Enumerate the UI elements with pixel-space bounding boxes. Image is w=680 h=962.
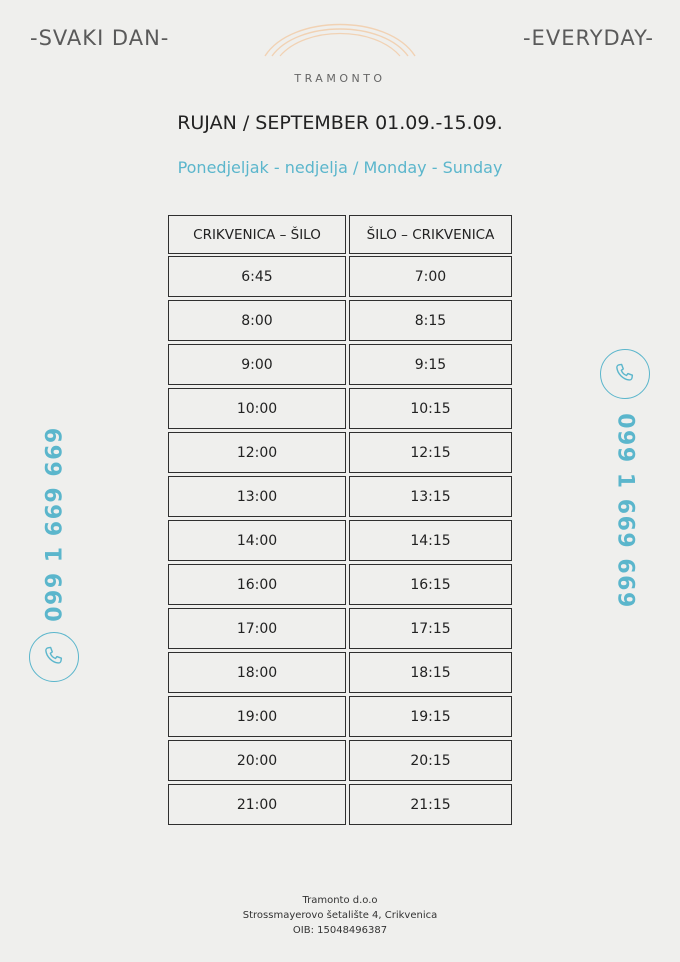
departure-crikvenica-cell: 19:00 bbox=[168, 696, 346, 737]
brand-name: TRAMONTO bbox=[294, 72, 386, 85]
departure-crikvenica-cell: 17:00 bbox=[168, 608, 346, 649]
footer-address: Strossmayerovo šetalište 4, Crikvenica bbox=[242, 910, 438, 921]
departure-silo-cell: 7:00 bbox=[349, 256, 512, 297]
departure-crikvenica-cell: 16:00 bbox=[168, 564, 346, 605]
departure-crikvenica-cell: 10:00 bbox=[168, 388, 346, 429]
phone-icon[interactable] bbox=[600, 349, 650, 399]
departure-silo-cell: 14:15 bbox=[349, 520, 512, 561]
departure-silo-cell: 20:15 bbox=[349, 740, 512, 781]
departure-crikvenica-cell: 12:00 bbox=[168, 432, 346, 473]
days-subtitle: Ponedjeljak - nedjelja / Monday - Sunday bbox=[177, 158, 503, 177]
tramonto-logo-arc bbox=[262, 18, 418, 58]
column-header-silo-crikvenica: ŠILO – CRIKVENICA bbox=[349, 215, 512, 254]
departure-crikvenica-cell: 13:00 bbox=[168, 476, 346, 517]
timetable-row bbox=[168, 740, 512, 784]
departure-silo-cell: 8:15 bbox=[349, 300, 512, 341]
departure-silo-cell: 10:15 bbox=[349, 388, 512, 429]
timetable-row bbox=[168, 564, 512, 608]
page-title: RUJAN / SEPTEMBER 01.09.-15.09. bbox=[177, 112, 503, 134]
departure-crikvenica-cell: 21:00 bbox=[168, 784, 346, 825]
footer bbox=[0, 893, 680, 938]
timetable-row bbox=[168, 388, 512, 432]
timetable-row bbox=[168, 784, 512, 828]
footer-oib: OIB: 15048496387 bbox=[292, 925, 388, 936]
timetable-row bbox=[168, 696, 512, 740]
departure-crikvenica-cell: 9:00 bbox=[168, 344, 346, 385]
phone-icon[interactable] bbox=[29, 632, 79, 682]
timetable-row bbox=[168, 608, 512, 652]
departure-crikvenica-cell: 20:00 bbox=[168, 740, 346, 781]
timetable-row bbox=[168, 300, 512, 344]
departure-silo-cell: 16:15 bbox=[349, 564, 512, 605]
phone-number-right[interactable]: 099 1 669 669 bbox=[612, 413, 638, 609]
timetable-row bbox=[168, 476, 512, 520]
departure-silo-cell: 17:15 bbox=[349, 608, 512, 649]
departure-silo-cell: 19:15 bbox=[349, 696, 512, 737]
timetable-header-row bbox=[168, 215, 512, 256]
header-right-text: -EVERYDAY- bbox=[522, 26, 654, 50]
departure-crikvenica-cell: 14:00 bbox=[168, 520, 346, 561]
departure-silo-cell: 13:15 bbox=[349, 476, 512, 517]
phone-number-left[interactable]: 099 1 669 669 bbox=[42, 426, 68, 622]
footer-company: Tramonto d.o.o bbox=[302, 895, 378, 906]
column-header-crikvenica-silo: CRIKVENICA – ŠILO bbox=[168, 215, 346, 254]
timetable-row bbox=[168, 432, 512, 476]
timetable-row bbox=[168, 652, 512, 696]
departure-silo-cell: 9:15 bbox=[349, 344, 512, 385]
departure-crikvenica-cell: 8:00 bbox=[168, 300, 346, 341]
timetable-row bbox=[168, 256, 512, 300]
departure-silo-cell: 21:15 bbox=[349, 784, 512, 825]
timetable-row bbox=[168, 520, 512, 564]
departure-silo-cell: 18:15 bbox=[349, 652, 512, 693]
departure-silo-cell: 12:15 bbox=[349, 432, 512, 473]
timetable-row bbox=[168, 344, 512, 388]
departure-crikvenica-cell: 18:00 bbox=[168, 652, 346, 693]
header-left-text: -SVAKI DAN- bbox=[30, 26, 170, 50]
timetable bbox=[168, 215, 512, 828]
departure-crikvenica-cell: 6:45 bbox=[168, 256, 346, 297]
